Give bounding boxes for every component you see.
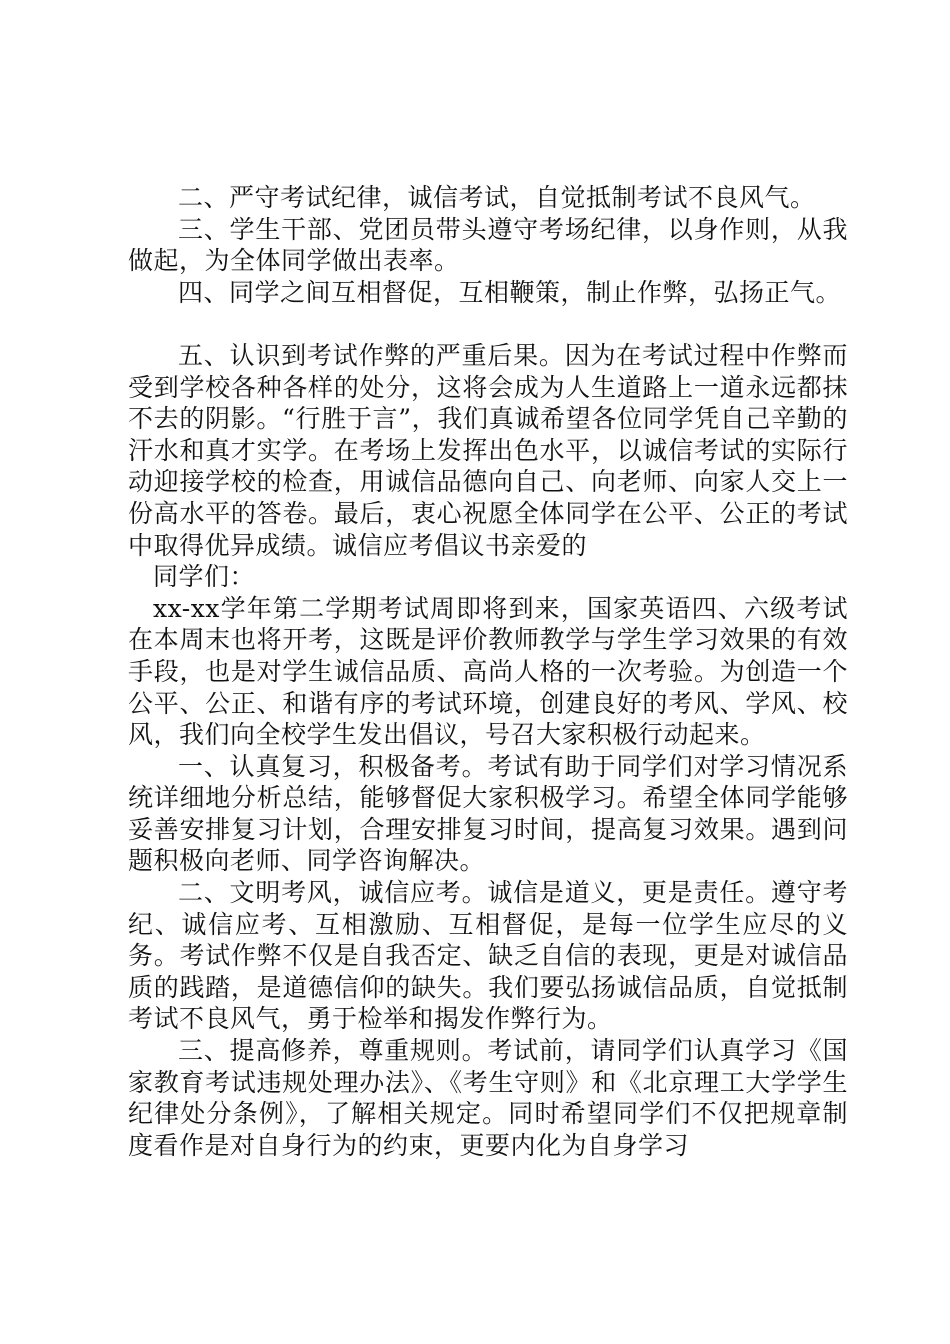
- proposal-item-3: 三、提高修养，尊重规则。考试前，请同学们认真学习《国家教育考试违规处理办法》、《考生守则》和《北京理工大学学生纪律处分条例》，了解相关规定。同时希望同学们不仅把规章制度看作是对自身行为的约束，更要内化为自身学习: [128, 1036, 848, 1160]
- document-body: [128, 182, 848, 1161]
- paragraph-item-5: 五、认识到考试作弊的严重后果。因为在考试过程中作弊而受到学校各种各样的处分，这将会成为人生道路上一道永远都抹不去的阴影。“行胜于言”，我们真诚希望各位同学凭自己辛勤的汗水和真才实学。在考场上发挥出色水平，以诚信考试的实际行动迎接学校的检查，用诚信品德向自己、向老师、向家人交上一份高水平的答卷。最后，衷心祝愿全体同学在公平、公正的考试中取得优异成绩。诚信应考倡议书亲爱的: [128, 340, 848, 560]
- paragraph-item-2: 二、严守考试纪律，诚信考试，自觉抵制考试不良风气。: [178, 183, 816, 212]
- paragraph-item-3: 三、学生干部、党团员带头遵守考场纪律，以身作则，从我做起，为全体同学做出表率。: [128, 214, 848, 276]
- proposal-intro: xx-xx学年第二学期考试周即将到来，国家英语四、六级考试在本周末也将开考，这既是评价教师教学与学生学习效果的有效手段，也是对学生诚信品质、高尚人格的一次考验。为创造一个公平、公正、和谐有序的考试环境，创建良好的考风、学风、校风，我们向全校学生发出倡议，号召大家积极行动起来。: [128, 593, 848, 750]
- paragraph-item-4: 四、同学之间互相督促，互相鞭策，制止作弊，弘扬正气。: [178, 277, 842, 307]
- paragraph-spacer: [128, 308, 848, 340]
- proposal-item-2: 二、文明考风，诚信应考。诚信是道义，更是责任。遵守考纪、诚信应考、互相激励、互相督促，是每一位学生应尽的义务。考试作弊不仅是自我否定、缺乏自信的表现，更是对诚信品质的践踏，是道德信仰的缺失。我们要弘扬诚信品质，自觉抵制考试不良风气，勇于检举和揭发作弊行为。: [128, 878, 848, 1034]
- salutation: 同学们：: [153, 562, 256, 592]
- proposal-item-1: 一、认真复习，积极备考。考试有助于同学们对学习情况系统详细地分析总结，能够督促大家积极学习。希望全体同学能够妥善安排复习计划，合理安排复习时间，提高复习效果。遇到问题积极向老师、同学咨询解决。: [128, 751, 848, 876]
